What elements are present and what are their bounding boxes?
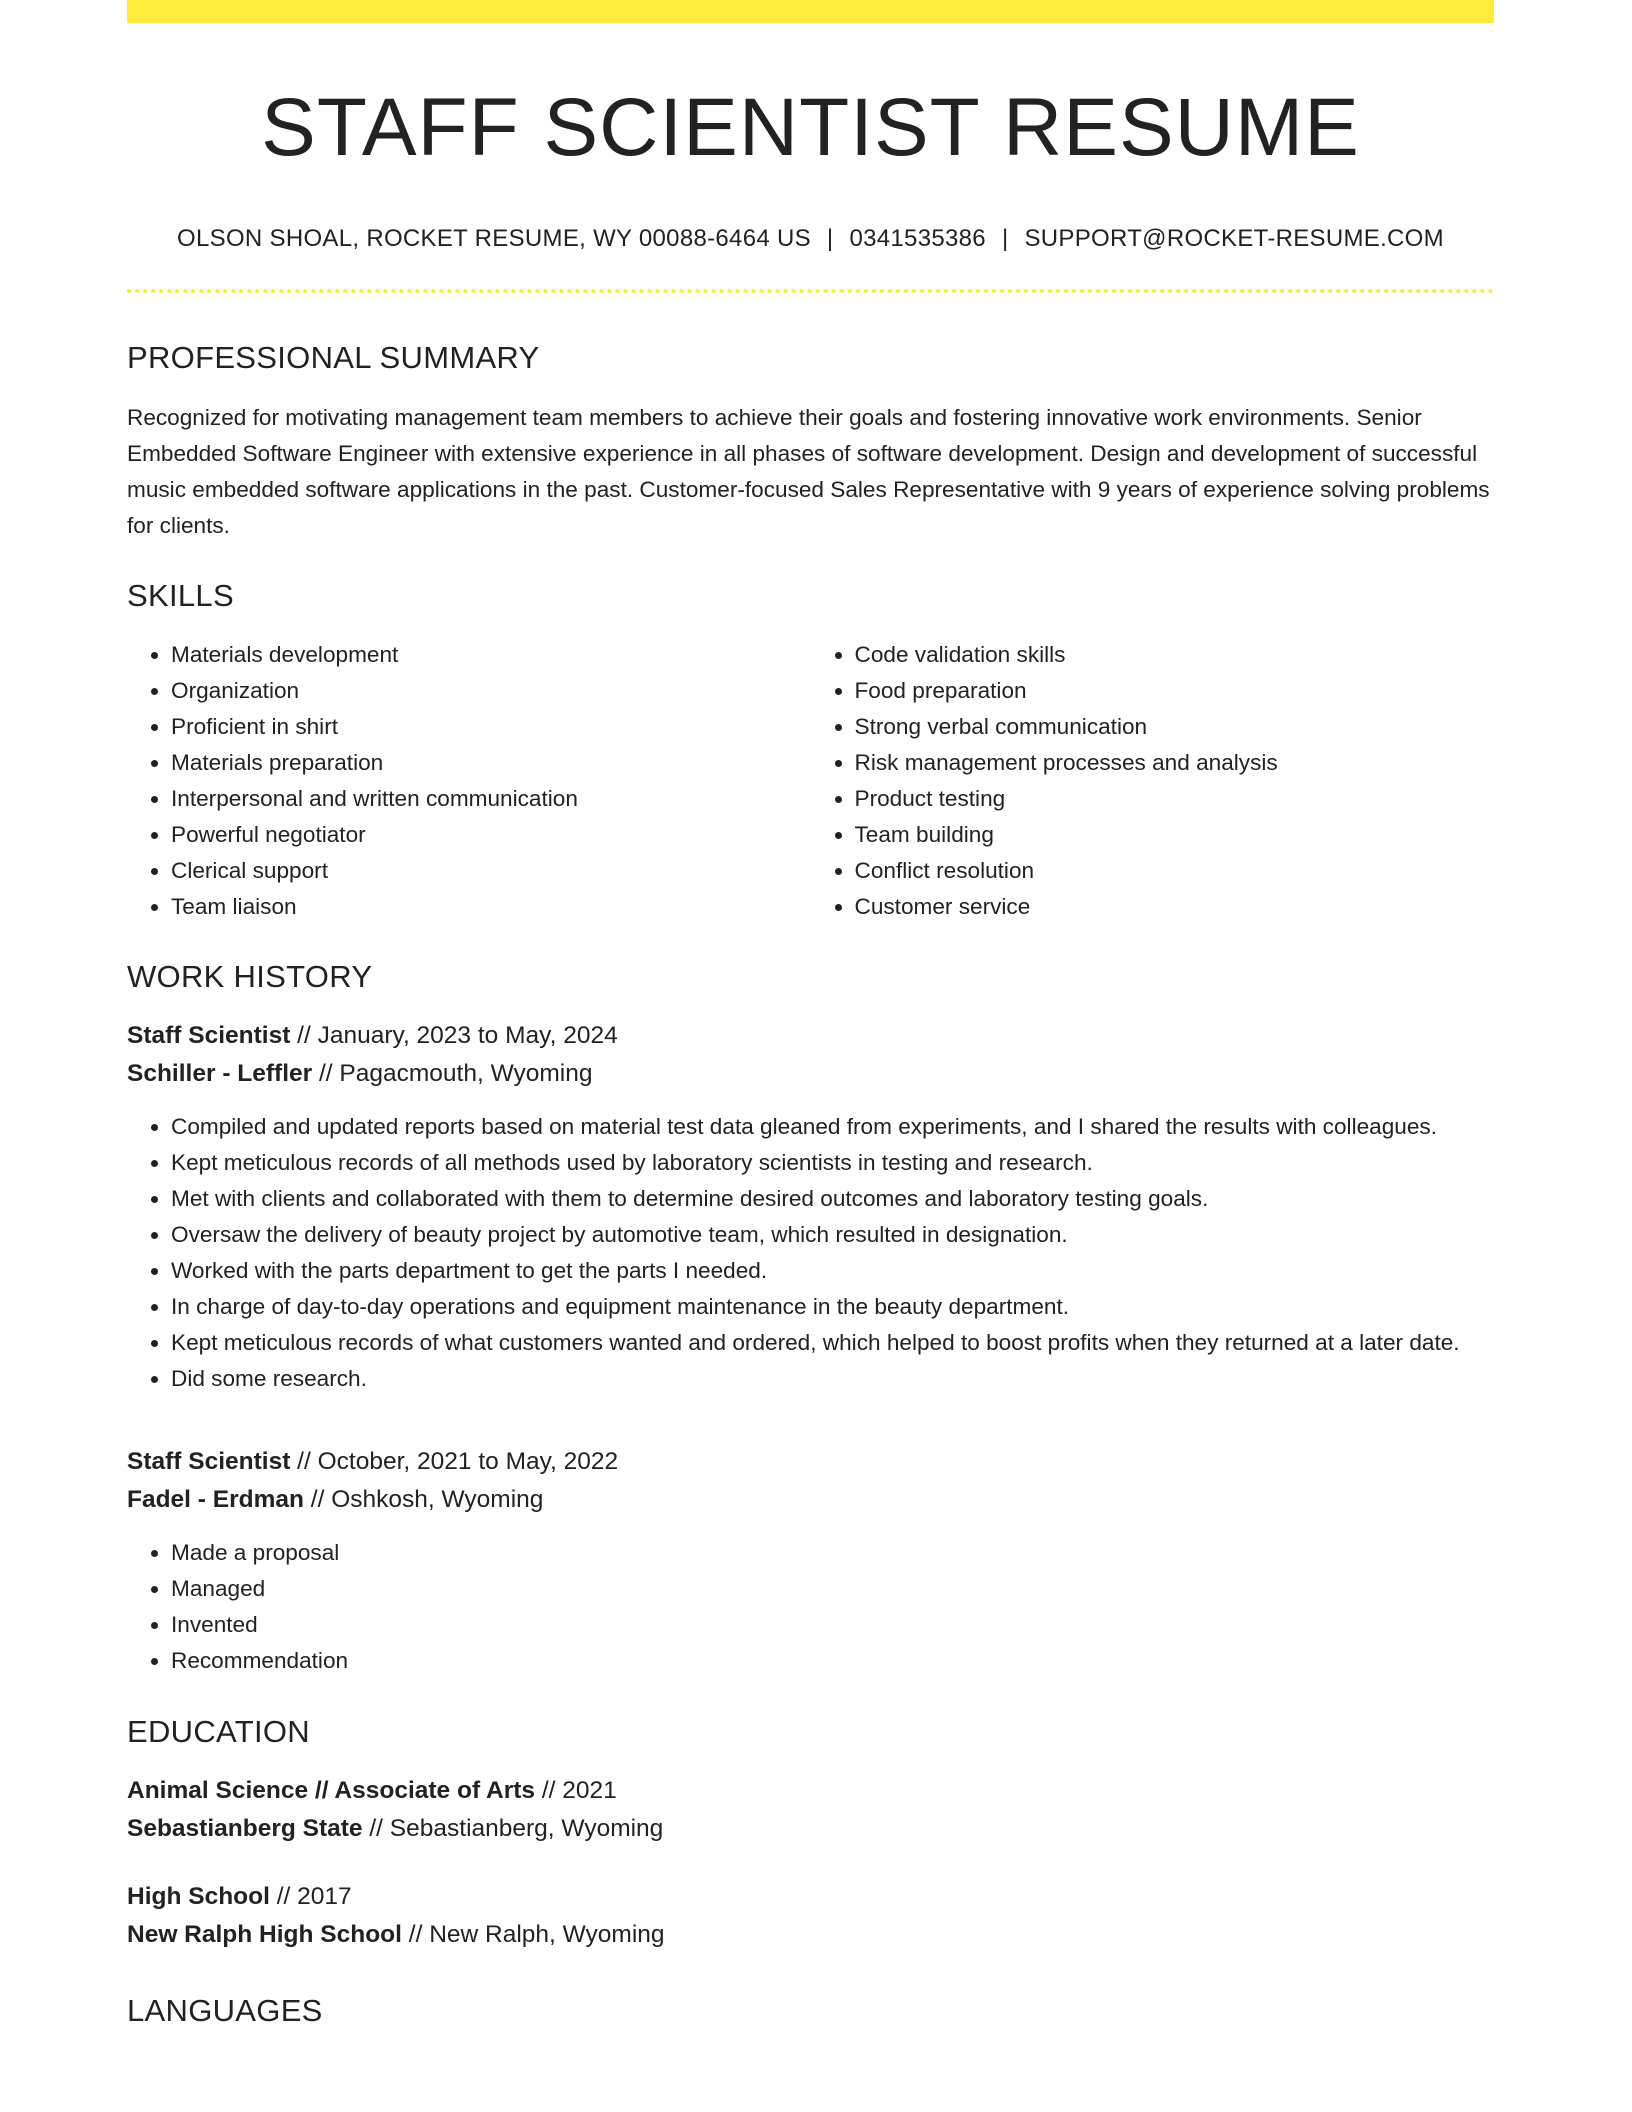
- dotted-divider: [127, 289, 1494, 293]
- job-bullets: [127, 1535, 1494, 1679]
- list-item: • Worked with the parts department to get the parts I needed.: [171, 1253, 1494, 1289]
- list-item: • Compiled and updated reports based on material test data gleaned from experiments, and I shared the results with colleagues.: [171, 1109, 1494, 1145]
- school-location: // New Ralph, Wyoming: [401, 1920, 665, 1948]
- education-heading: EDUCATION: [127, 1713, 310, 1749]
- list-item: • Proficient in shirt: [171, 709, 811, 745]
- list-item: • Kept meticulous records of what customers wanted and ordered, which helped to boost profits when they returned at a later date.: [171, 1325, 1494, 1361]
- phone: 0341535386: [849, 225, 986, 253]
- list-item: • Risk management processes and analysis: [855, 745, 1495, 781]
- list-item: • Made a proposal: [171, 1535, 1494, 1571]
- list-item: • Product testing: [855, 781, 1495, 817]
- education-entry: [127, 1878, 1494, 1954]
- job-company: Schiller - Leffler: [127, 1059, 313, 1087]
- list-item: • Organization: [171, 673, 811, 709]
- languages-heading: LANGUAGES: [127, 1992, 323, 2028]
- school-location: // Sebastianberg, Wyoming: [362, 1814, 664, 1842]
- list-item: • Invented: [171, 1607, 1494, 1643]
- list-item: • Recommendation: [171, 1643, 1494, 1679]
- job-company-line: [127, 1055, 1494, 1093]
- list-item: • Interpersonal and written communication: [171, 781, 811, 817]
- list-item: • Kept meticulous records of all methods used by laboratory scientists in testing and research.: [171, 1145, 1494, 1181]
- summary-text: Recognized for motivating management team members to achieve their goals and fostering innovative work environments. Senior Embedded Software Engineer with extensive experience in all phases of software development. Design and development of successful music embedded software applications in the past. Customer-focused Sales Representative with 9 years of experience solving problems for clients.: [127, 405, 1490, 539]
- skills-columns: [127, 637, 1494, 925]
- contact-separator: |: [1001, 225, 1009, 253]
- list-item: • Materials development: [171, 637, 811, 673]
- job-dates: // October, 2021 to May, 2022: [290, 1447, 619, 1475]
- job-dates: // January, 2023 to May, 2024: [290, 1021, 618, 1049]
- skills-list-left: [127, 637, 811, 925]
- skills-heading: SKILLS: [127, 578, 234, 614]
- list-item: • Managed: [171, 1571, 1494, 1607]
- job-company-line: [127, 1481, 1494, 1519]
- list-item: • Team liaison: [171, 889, 811, 925]
- job-entry: [127, 1017, 1494, 1397]
- job-title-line: [127, 1017, 1494, 1055]
- degree-line: [127, 1878, 1494, 1916]
- accent-bar: [127, 0, 1494, 23]
- contact-line: [127, 225, 1494, 253]
- school: New Ralph High School: [127, 1920, 402, 1948]
- list-item: • Code validation skills: [855, 637, 1495, 673]
- list-item: • Materials preparation: [171, 745, 811, 781]
- graduation-year: // 2021: [535, 1776, 617, 1804]
- page-title: STAFF SCIENTIST RESUME: [261, 82, 1360, 173]
- list-item: • Met with clients and collaborated with them to determine desired outcomes and laboratory testing goals.: [171, 1181, 1494, 1217]
- email: SUPPORT@ROCKET-RESUME.COM: [1024, 225, 1444, 253]
- summary-heading: PROFESSIONAL SUMMARY: [127, 340, 540, 376]
- job-entry: [127, 1443, 1494, 1679]
- address: OLSON SHOAL, ROCKET RESUME, WY 00088-6464 US: [177, 225, 811, 253]
- job-title: Staff Scientist: [127, 1021, 291, 1049]
- job-location: // Pagacmouth, Wyoming: [312, 1059, 593, 1087]
- job-title: Staff Scientist: [127, 1447, 291, 1475]
- job-location: // Oshkosh, Wyoming: [303, 1485, 544, 1513]
- list-item: • Did some research.: [171, 1361, 1494, 1397]
- school-line: [127, 1810, 1494, 1848]
- job-title-line: [127, 1443, 1494, 1481]
- list-item: • Conflict resolution: [855, 853, 1495, 889]
- job-bullets: [127, 1109, 1494, 1397]
- resume-page: [127, 0, 1494, 2029]
- education-entry: [127, 1772, 1494, 1848]
- school: Sebastianberg State: [127, 1814, 363, 1842]
- degree: High School: [127, 1882, 270, 1910]
- list-item: • Strong verbal communication: [855, 709, 1495, 745]
- skills-list-right: [811, 637, 1495, 925]
- list-item: • Oversaw the delivery of beauty project by automotive team, which resulted in designation.: [171, 1217, 1494, 1253]
- list-item: • Team building: [855, 817, 1495, 853]
- list-item: • In charge of day-to-day operations and equipment maintenance in the beauty department.: [171, 1289, 1494, 1325]
- list-item: • Food preparation: [855, 673, 1495, 709]
- contact-separator: |: [826, 225, 834, 253]
- degree: Animal Science // Associate of Arts: [127, 1776, 536, 1804]
- list-item: • Customer service: [855, 889, 1495, 925]
- work-history-heading: WORK HISTORY: [127, 958, 373, 994]
- degree-line: [127, 1772, 1494, 1810]
- school-line: [127, 1916, 1494, 1954]
- list-item: • Powerful negotiator: [171, 817, 811, 853]
- job-company: Fadel - Erdman: [127, 1485, 304, 1513]
- graduation-year: // 2017: [269, 1882, 352, 1910]
- list-item: • Clerical support: [171, 853, 811, 889]
